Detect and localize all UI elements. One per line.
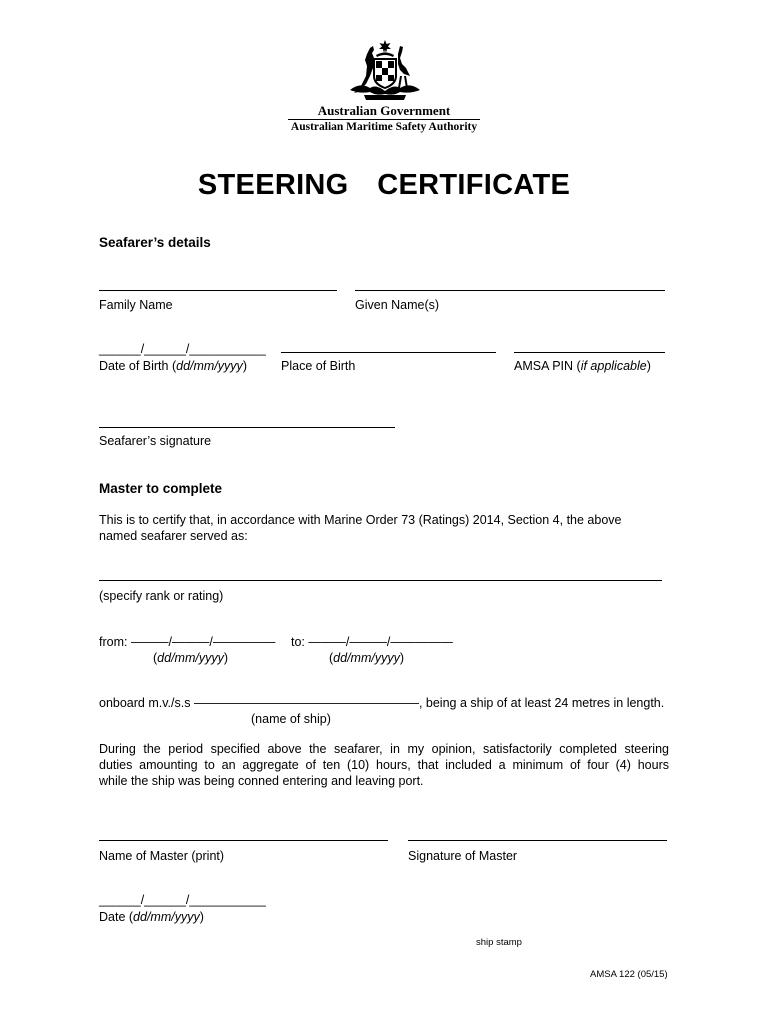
form-id: AMSA 122 (05/15) xyxy=(590,969,668,980)
master-date-label: Date (dd/mm/yyyy) xyxy=(99,910,204,924)
amsa-pin-label: AMSA PIN (if applicable) xyxy=(514,359,651,373)
ship-stamp-label: ship stamp xyxy=(476,937,522,948)
master-signature-line[interactable] xyxy=(408,840,667,841)
dob-line[interactable]: ______/______/___________ xyxy=(99,342,266,356)
from-date-format: (dd/mm/yyyy) xyxy=(153,651,229,665)
from-date-field[interactable]: from: ———/———/————— xyxy=(99,635,276,649)
authority-name: Australian Maritime Safety Authority xyxy=(290,121,478,133)
government-name: Australian Government xyxy=(317,103,451,118)
master-date-line[interactable]: ______/______/___________ xyxy=(99,893,266,907)
rank-rating-hint: (specify rank or rating) xyxy=(99,589,224,603)
seafarer-details-heading: Seafarer’s details xyxy=(99,235,211,250)
period-line-3: while the ship was being conned entering and leaving port. xyxy=(99,774,424,788)
family-name-label: Family Name xyxy=(99,298,173,312)
certify-line-1: This is to certify that, in accordance with Marine Order 73 (Ratings) 2014, Section 4, the above xyxy=(99,513,622,527)
amsa-pin-line[interactable] xyxy=(514,352,665,353)
page-title: STEERING CERTIFICATE xyxy=(197,169,571,201)
place-of-birth-label: Place of Birth xyxy=(281,359,356,373)
seafarer-signature-line[interactable] xyxy=(99,427,395,428)
master-heading: Master to complete xyxy=(99,481,223,496)
seafarer-signature-label: Seafarer’s signature xyxy=(99,434,212,448)
place-of-birth-line[interactable] xyxy=(281,352,496,353)
to-date-format: (dd/mm/yyyy) xyxy=(329,651,405,665)
period-line-2: duties amounting to an aggregate of ten (10) hours, that included a minimum of four (4) hours xyxy=(99,758,669,772)
master-name-line[interactable] xyxy=(99,840,388,841)
coat-of-arms-icon xyxy=(340,38,430,102)
master-name-label: Name of Master (print) xyxy=(99,849,225,863)
certify-line-2: named seafarer served as: xyxy=(99,529,248,543)
header-divider xyxy=(288,119,480,120)
master-signature-label: Signature of Master xyxy=(408,849,518,863)
given-names-line[interactable] xyxy=(355,290,665,291)
family-name-line[interactable] xyxy=(99,290,337,291)
rank-rating-line[interactable] xyxy=(99,580,662,581)
ship-name-hint: (name of ship) xyxy=(251,712,331,726)
ship-name-field[interactable]: onboard m.v./s.s ——————————————————, being a ship of at least 24 metres in length. xyxy=(99,696,665,710)
period-line-1: During the period specified above the seafarer, in my opinion, satisfactorily completed steering xyxy=(99,742,669,756)
given-names-label: Given Name(s) xyxy=(355,298,440,312)
to-date-field[interactable]: to: ———/———/————— xyxy=(291,635,453,649)
dob-label: Date of Birth (dd/mm/yyyy) xyxy=(99,359,247,373)
